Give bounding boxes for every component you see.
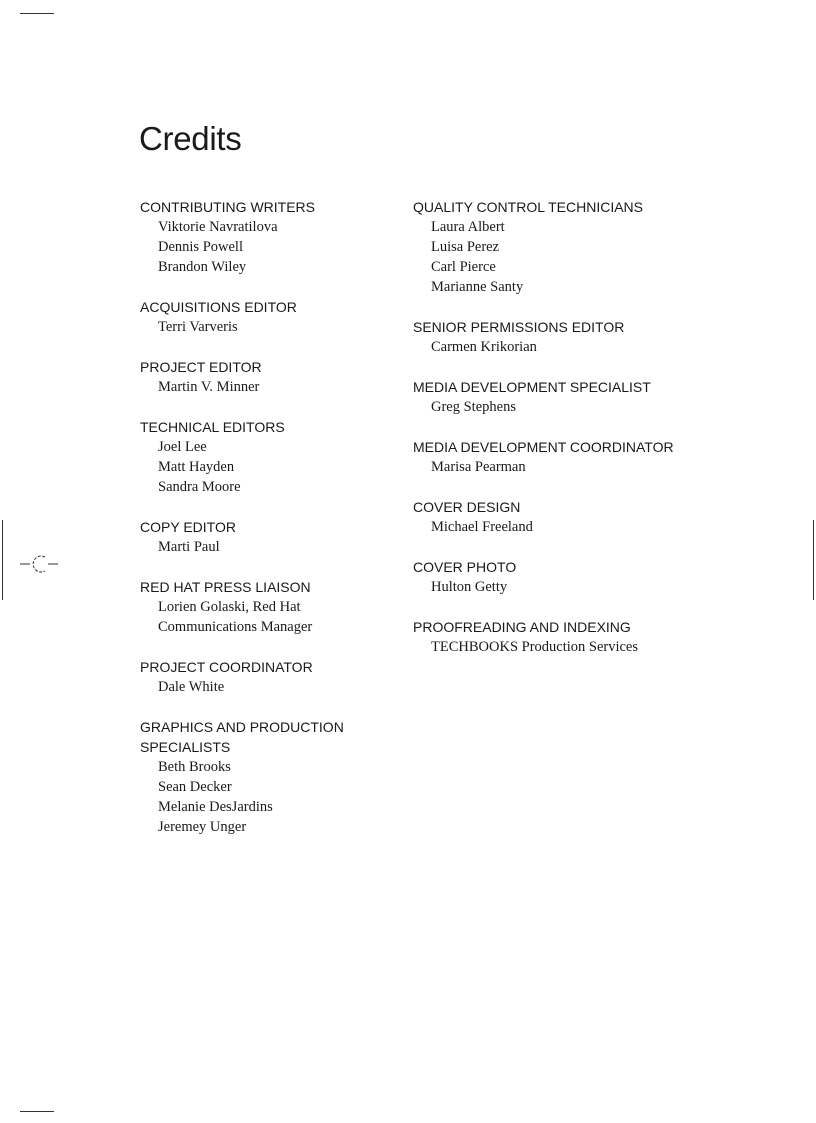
credit-role-heading: CONTRIBUTING WRITERS (140, 199, 315, 215)
credit-name: Michael Freeland (431, 519, 533, 535)
credit-section-senior-permissions-editor (413, 317, 713, 357)
credit-role-heading: MEDIA DEVELOPMENT SPECIALIST (413, 379, 651, 395)
credit-section-red-hat-press-liaison (140, 577, 390, 637)
credit-name: Dale White (158, 679, 225, 695)
credit-role-heading: PROOFREADING AND INDEXING (413, 619, 631, 635)
credit-name: Martin V. Minner (158, 379, 260, 395)
credit-name: Marti Paul (158, 539, 220, 555)
credit-section-copy-editor (140, 517, 390, 557)
credit-role-heading: SPECIALISTS (140, 739, 231, 755)
credit-section-project-coordinator (140, 657, 390, 697)
credit-name: Matt Hayden (158, 459, 235, 475)
credit-role-heading: GRAPHICS AND PRODUCTION (140, 719, 344, 735)
credit-name: TECHBOOKS Production Services (431, 639, 639, 655)
credit-role-heading: MEDIA DEVELOPMENT COORDINATOR (413, 439, 674, 455)
credit-role-heading: PROJECT COORDINATOR (140, 659, 313, 675)
credit-name: Hulton Getty (431, 579, 508, 595)
credit-section-cover-photo (413, 557, 713, 597)
credit-section-cover-design (413, 497, 713, 537)
credit-role-heading: ACQUISITIONS EDITOR (140, 299, 297, 315)
credit-role-heading: SENIOR PERMISSIONS EDITOR (413, 319, 625, 335)
credit-name: Carl Pierce (431, 259, 496, 275)
credit-name: Dennis Powell (158, 239, 243, 255)
credit-name: Jeremey Unger (158, 819, 247, 835)
registration-mark-icon (20, 550, 58, 578)
credit-role-heading: COPY EDITOR (140, 519, 236, 535)
credit-name: Marianne Santy (431, 279, 524, 295)
page-title: Credits (139, 120, 242, 157)
credit-name: Viktorie Navratilova (158, 219, 278, 235)
credit-section-project-editor (140, 357, 390, 397)
credit-name: Terri Varveris (158, 319, 238, 335)
credit-name: Laura Albert (431, 219, 505, 235)
credit-name: Lorien Golaski, Red Hat (158, 599, 301, 615)
crop-mark-right-side (813, 520, 814, 600)
credit-role-heading: QUALITY CONTROL TECHNICIANS (413, 199, 644, 215)
credit-role-heading: COVER DESIGN (413, 499, 521, 515)
crop-mark-bottom-left (20, 1111, 54, 1112)
credit-name: Carmen Krikorian (431, 339, 537, 355)
credits-right-column (413, 197, 713, 677)
credit-name: Luisa Perez (431, 239, 500, 255)
credit-section-media-development-coordinator (413, 437, 713, 477)
credit-name: Sandra Moore (158, 479, 241, 495)
crop-mark-left-side (2, 520, 3, 600)
credit-name: Sean Decker (158, 779, 232, 795)
credit-name: Greg Stephens (431, 399, 516, 415)
credit-section-acquisitions-editor (140, 297, 390, 337)
credit-section-technical-editors (140, 417, 390, 497)
credit-name: Communications Manager (158, 619, 313, 635)
credit-name: Melanie DesJardins (158, 799, 273, 815)
credit-role-heading: TECHNICAL EDITORS (140, 419, 285, 435)
credit-section-proofreading-and-indexing (413, 617, 713, 657)
credit-section-quality-control-technicians (413, 197, 713, 297)
credit-section-contributing-writers (140, 197, 390, 277)
credit-role-heading: RED HAT PRESS LIAISON (140, 579, 311, 595)
credit-name: Beth Brooks (158, 759, 231, 775)
credit-name: Joel Lee (158, 439, 207, 455)
credit-name: Brandon Wiley (158, 259, 247, 275)
credit-section-media-development-specialist (413, 377, 713, 417)
credit-name: Marisa Pearman (431, 459, 526, 475)
credits-left-column (140, 197, 390, 857)
credit-role-heading: COVER PHOTO (413, 559, 517, 575)
credit-section-graphics-and-production-specialists (140, 717, 390, 837)
crop-mark-top-left (20, 13, 54, 14)
credit-role-heading: PROJECT EDITOR (140, 359, 262, 375)
